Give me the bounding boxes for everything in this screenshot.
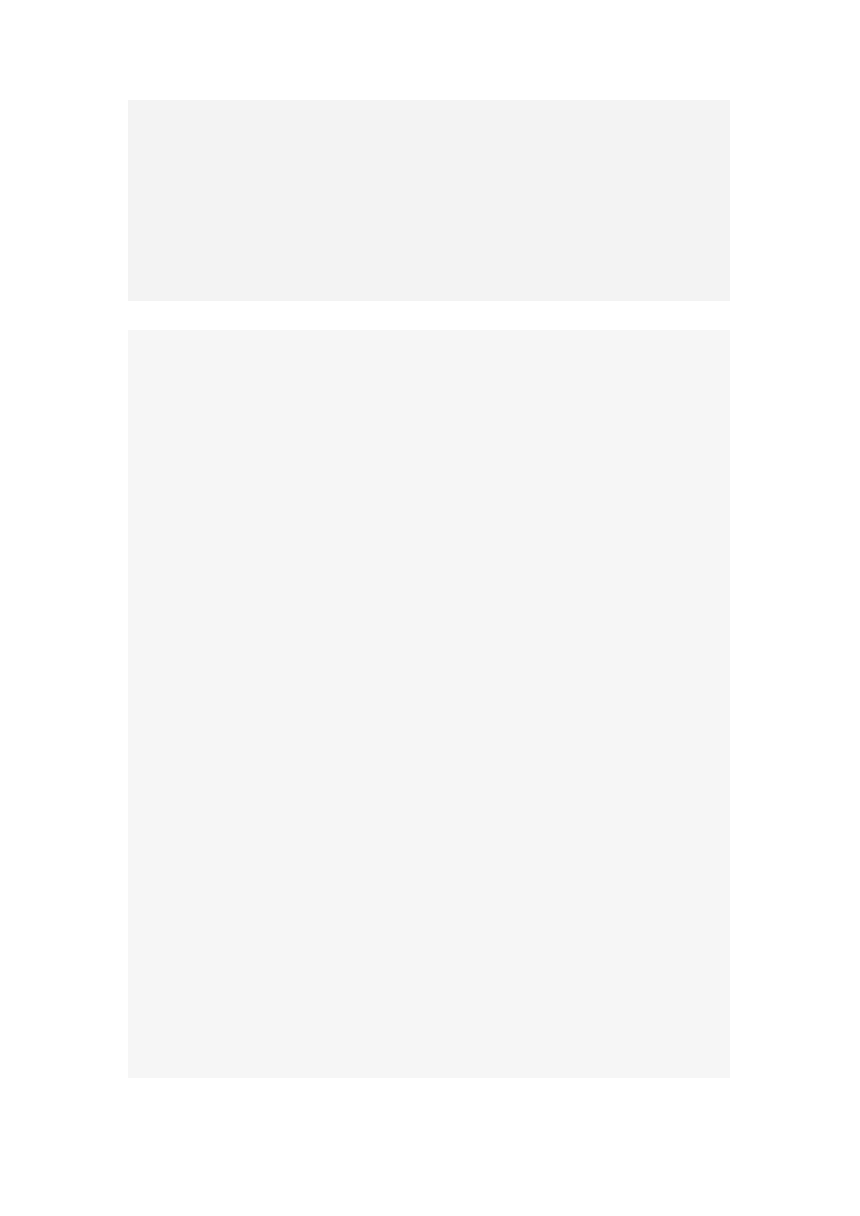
fill-blank-exercise-block: [128, 330, 730, 1078]
gloss-exercise-block: [128, 100, 730, 301]
